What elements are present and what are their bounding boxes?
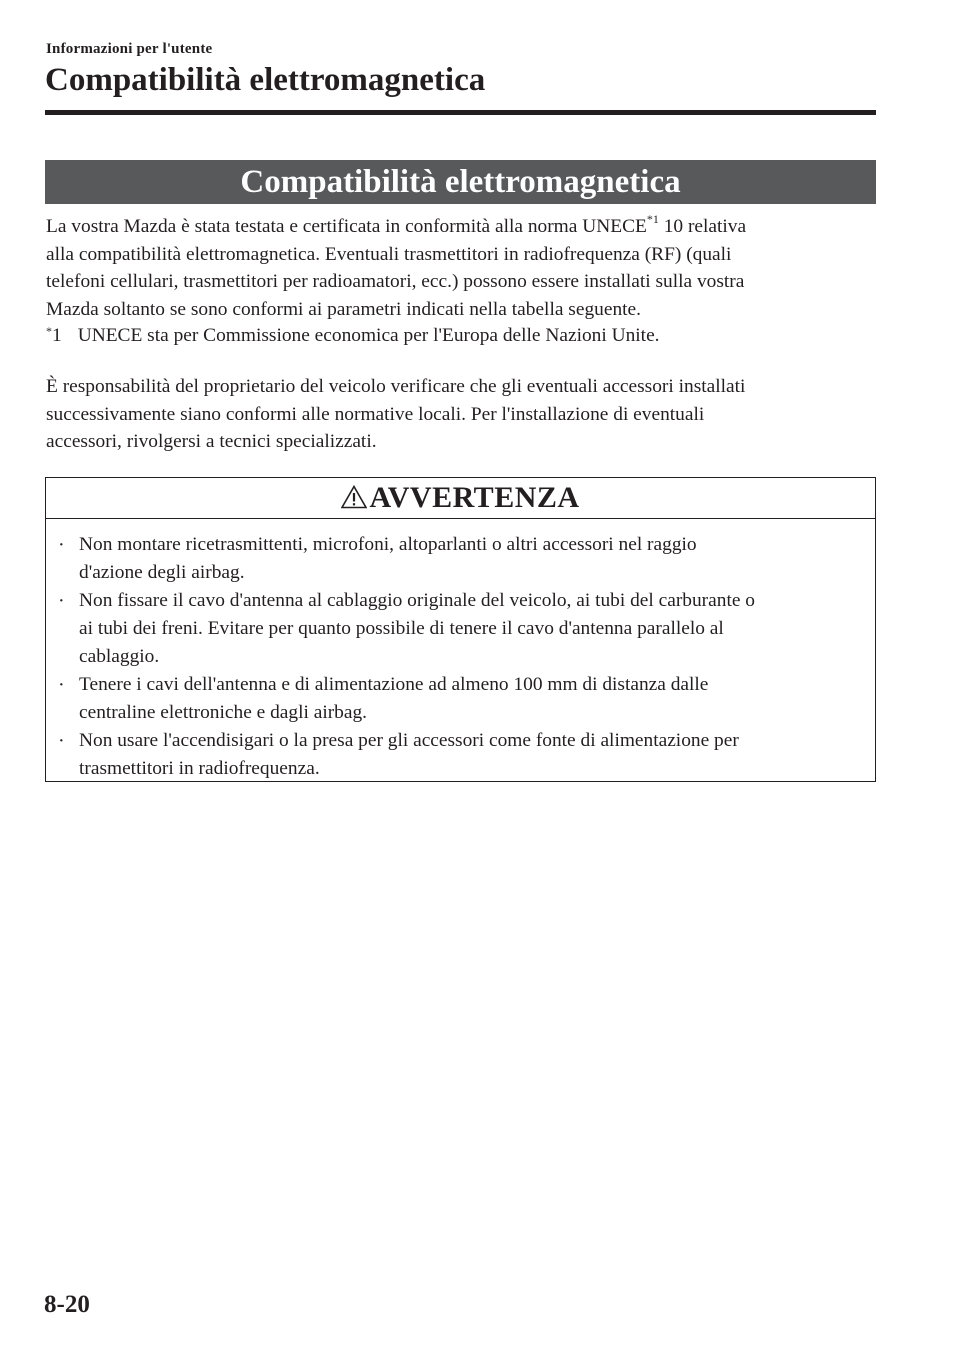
warning-item-line: cablaggio. bbox=[79, 646, 160, 667]
responsibility-line-2: successivamente siano conformi alle normative locali. Per l'installazione di eventuali bbox=[46, 403, 705, 425]
running-head: Informazioni per l'utente bbox=[46, 41, 213, 57]
warning-item-line: Non montare ricetrasmittenti, microfoni, altoparlanti o altri accessori nel raggio bbox=[79, 534, 697, 555]
warning-box bbox=[45, 477, 876, 782]
warning-item bbox=[46, 671, 875, 727]
bullet-icon: · bbox=[58, 534, 65, 556]
intro-line-1-text: La vostra Mazda è stata testata e certificata in conformità alla norma UNECE bbox=[46, 216, 647, 237]
section-banner bbox=[45, 160, 876, 204]
page-number: 8-20 bbox=[44, 1291, 90, 1318]
warning-item-line: Non usare l'accendisigari o la presa per gli accessori come fonte di alimentazione per bbox=[79, 730, 739, 751]
warning-item-line: Tenere i cavi dell'antenna e di alimentazione ad almeno 100 mm di distanza dalle bbox=[79, 674, 709, 695]
bullet-icon: · bbox=[58, 590, 65, 612]
warning-item-line: d'azione degli airbag. bbox=[79, 562, 245, 583]
footnote-reference: *1 bbox=[646, 211, 659, 226]
responsibility-line-1: È responsabilità del proprietario del veicolo verificare che gli eventuali accessori installati bbox=[46, 376, 746, 397]
warning-item-line: centraline elettroniche e dagli airbag. bbox=[79, 702, 368, 723]
warning-item bbox=[46, 587, 875, 671]
responsibility-line-3: accessori, rivolgersi a tecnici specializzati. bbox=[46, 431, 377, 453]
warning-item-line: trasmettitori in radiofrequenza. bbox=[79, 758, 320, 779]
title-divider bbox=[45, 110, 876, 115]
warning-item-line: Non fissare il cavo d'antenna al cablaggio originale del veicolo, ai tubi del carburante o bbox=[79, 590, 755, 611]
warning-title: AVVERTENZA bbox=[369, 481, 580, 514]
intro-line-1 bbox=[46, 213, 876, 241]
footnote-text: UNECE sta per Commissione economica per l'Europa delle Nazioni Unite. bbox=[77, 325, 660, 346]
footnote-mark: * bbox=[46, 324, 52, 338]
intro-line-1-tail: 10 relativa bbox=[658, 216, 747, 237]
responsibility-paragraph bbox=[46, 373, 876, 456]
footnote-number: 1 bbox=[52, 325, 62, 346]
section-title: Compatibilità elettromagnetica bbox=[240, 163, 681, 200]
bullet-icon: · bbox=[58, 730, 65, 752]
warning-header bbox=[46, 478, 875, 519]
intro-paragraph bbox=[46, 213, 876, 323]
intro-line-3: telefoni cellulari, trasmettitori per radioamatori, ecc.) possono essere installati sulla vostra bbox=[46, 271, 745, 293]
warning-item bbox=[46, 727, 875, 783]
footnote bbox=[46, 322, 660, 352]
warning-item bbox=[46, 531, 875, 587]
intro-line-2: alla compatibilità elettromagnetica. Eventuali trasmettitori in radiofrequenza (RF) (quali bbox=[46, 243, 732, 265]
bullet-icon: · bbox=[58, 674, 65, 696]
page-title: Compatibilità elettromagnetica bbox=[45, 62, 486, 98]
warning-list bbox=[46, 519, 875, 783]
warning-triangle-icon bbox=[341, 485, 367, 509]
intro-line-4: Mazda soltanto se sono conformi ai parametri indicati nella tabella seguente. bbox=[46, 298, 641, 320]
warning-item-line: ai tubi dei freni. Evitare per quanto possibile di tenere il cavo d'antenna parallelo al bbox=[79, 618, 724, 639]
